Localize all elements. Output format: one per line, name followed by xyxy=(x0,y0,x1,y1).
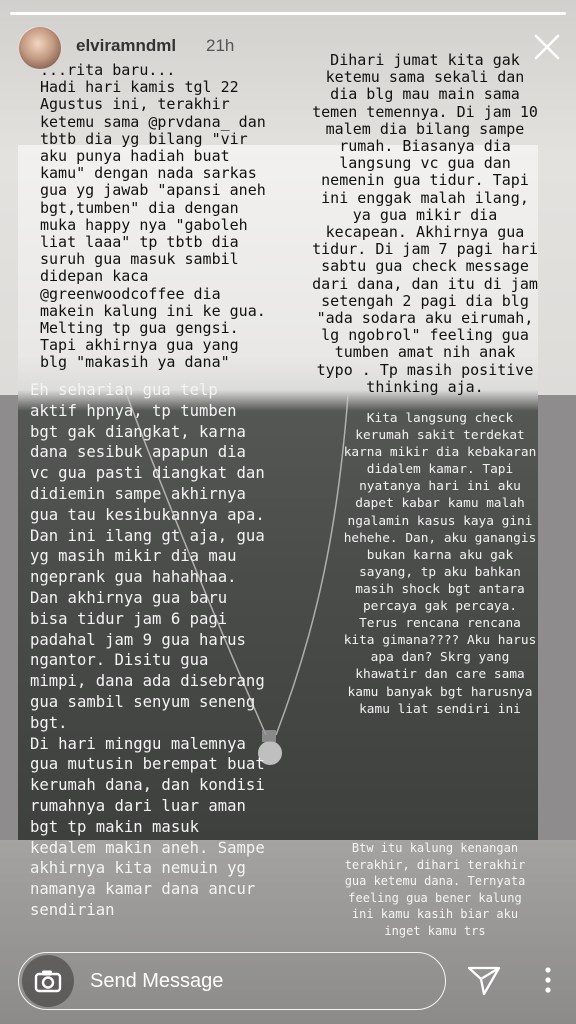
story-progress-bar xyxy=(10,12,566,15)
send-message-placeholder[interactable]: Send Message xyxy=(90,970,224,992)
send-icon[interactable] xyxy=(466,962,502,998)
more-icon[interactable] xyxy=(538,962,558,998)
story-text-left-top: ...rita baru... Hadi hari kamis tgl 22 Agustus ini, terakhir ketemu sama @prvdana_ dan tbtb dia yg bilang "vir aku punya hadiah buat kamu" dengan nada sarkas gua yg jawab "apansi aneh bgt,tumben" dia dengan muka happy nya "gaboleh liat laaa" tp tbtb dia suruh gua masuk sambil didepan kaca @greenwoodcoffee dia makein kalung ini ke gua. Melting tp gua gengsi. Tapi akhirnya gua yang blg "makasih ya dana" xyxy=(40,61,266,372)
story-text-right-top: Dihari jumat kita gak ketemu sama sekali dan dia blg mau main sama temen temennya. Di jam 10 malem dia bilang sampe rumah. Biasanya dia langsung vc gua dan nemenin gua tidur. Tapi ini enggak malah ilang, ya gua mikir dia kecapean. Akhirnya gua tidur. Di jam 7 pagi hari sabtu gua check message dari dana, dan itu di jam setengah 2 pagi dia blg "ada sodara aku eirumah, lg ngobrol" feeling gua tumben amat nih anak typo . Tp masih positive thinking aja. xyxy=(312,51,538,396)
send-message-field[interactable] xyxy=(18,952,446,1010)
camera-icon[interactable] xyxy=(22,955,74,1007)
username[interactable]: elviramndml xyxy=(76,36,177,55)
story-text-right-mid: Kita langsung check kerumah sakit terdekat karna mikir dia kebakaran didalem kamar. Tapi nyatanya hari ini aku dapet kabar kamu malah ngalamin kasus kaya gini hehehe. Dan, aku ganangis bukan karna aku gak sayang, tp aku bahkan masih shock bgt antara percaya gak percaya. Terus rencana rencana kita gimana???? Aku harus apa dan? Skrg yang khawatir dan care sama kamu banyak bgt harusnya kamu liat sendiri ini xyxy=(343,411,537,717)
story-time: 21h xyxy=(206,36,235,55)
story-text-left-bottom: Eh seharian gua telp aktif hpnya, tp tumben bgt gak diangkat, karna dana sesibuk apapun dia vc gua pasti diangkat dan didiemin sampe akhirnya gua tau kesibukannya apa. Dan ini ilang gt aja, gua yg masih mikir dia mau ngeprank gua hahahhaa. Dan akhirnya gua baru bisa tidur jam 6 pagi padahal jam 9 gua harus ngantor. Disitu gua mimpi, dana ada disebrang gua sambil senyum seneng bgt. Di hari minggu malemnya gua mutusin berempat buat kerumah dana, dan kondisi rumahnya dari luar aman bgt tp makin masuk kedalem makin aneh. Sampe akhirnya kita nemuin yg namanya kamar dana ancur sendirian xyxy=(30,381,265,919)
story-text-right-bottom: Btw itu kalung kenangan terakhir, dihari terakhir gua ketemu dana. Ternyata feeling gua bener kalung ini kamu kasih biar aku inget kamu trs xyxy=(344,841,526,938)
